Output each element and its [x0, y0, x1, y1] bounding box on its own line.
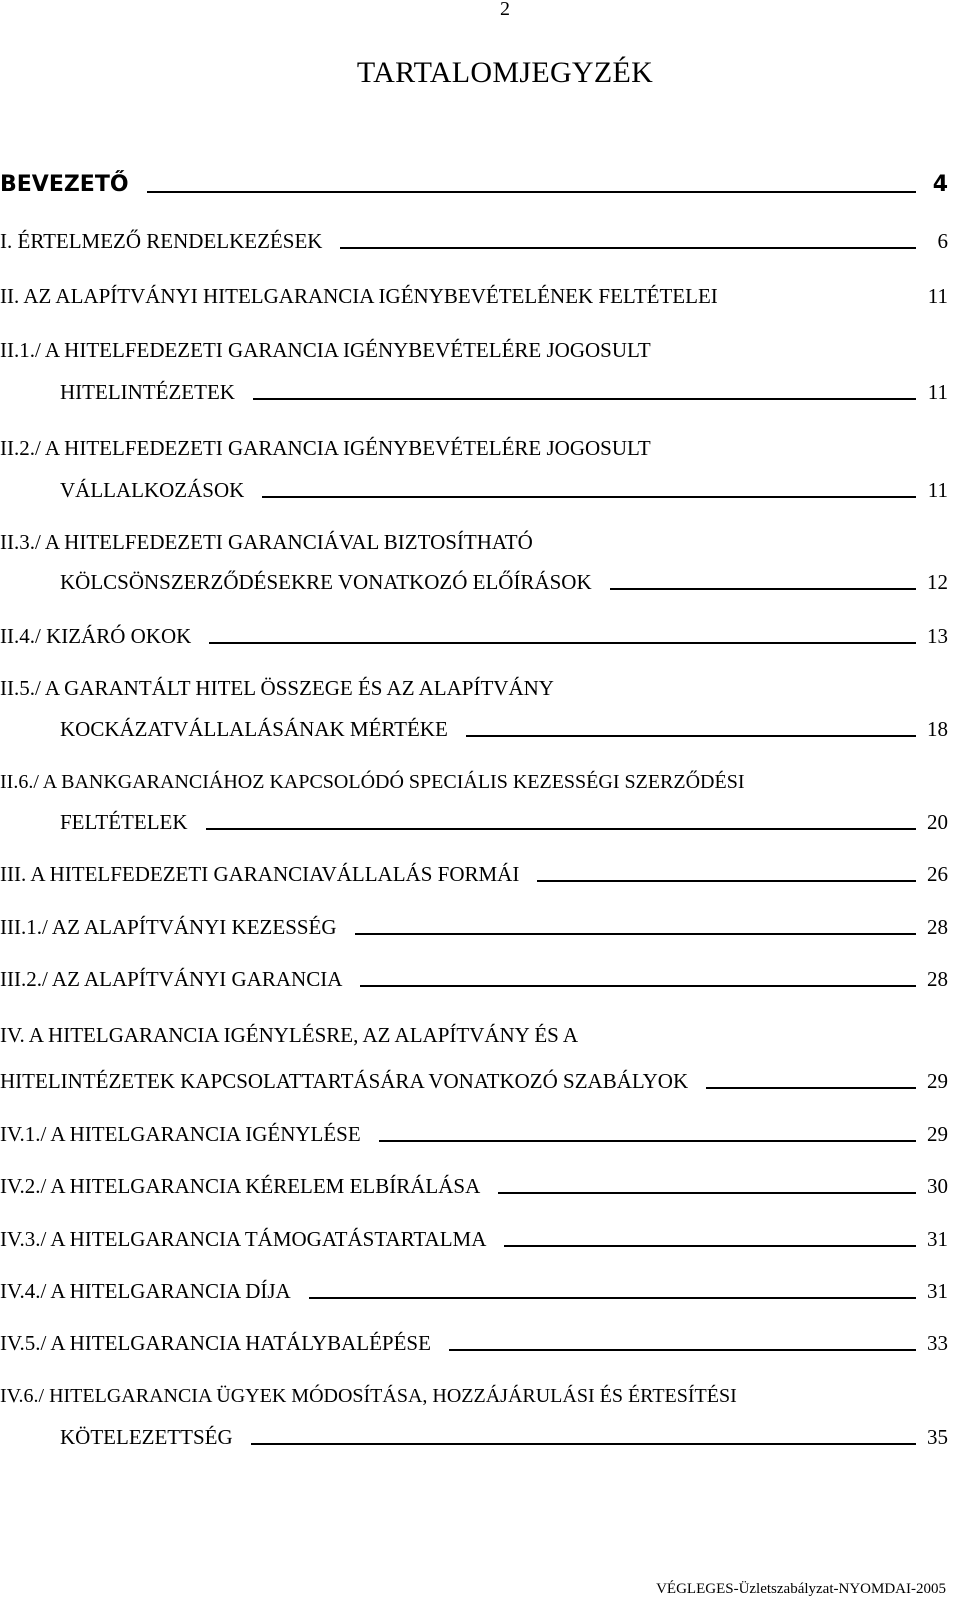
toc-entry-text: HITELINTÉZETEK	[60, 380, 235, 404]
toc-entry-chapter-3[interactable]	[0, 851, 948, 885]
toc-leader-line	[449, 1349, 916, 1351]
toc-entry-page: 11	[927, 284, 948, 308]
toc-entry-section-2-4[interactable]	[0, 613, 948, 647]
document-footer: VÉGLEGES-Üzletszabályzat-NYOMDAI-2005	[656, 1581, 946, 1597]
toc-leader-line	[504, 1245, 916, 1247]
page-number: 2	[500, 0, 510, 20]
toc-entry-page: 31	[927, 1279, 948, 1303]
toc-entry-page: 29	[927, 1069, 948, 1093]
toc-leader-line	[537, 880, 916, 882]
toc-entry-chapter-4[interactable]	[0, 1012, 948, 1046]
toc-entry-page: 20	[927, 810, 948, 834]
toc-entry-page: 35	[927, 1425, 948, 1449]
toc-entry-section-3-1[interactable]	[0, 904, 948, 938]
toc-leader-line	[209, 642, 916, 644]
toc-entry-section-2-3[interactable]	[0, 519, 948, 553]
toc-entry-section-4-6[interactable]	[0, 1372, 948, 1406]
toc-entry-text: IV. A HITELGARANCIA IGÉNYLÉSRE, AZ ALAPÍTVÁNY ÉS A	[0, 1023, 579, 1047]
toc-entry-section-4-3[interactable]	[0, 1216, 948, 1250]
toc-entry-page: 4	[932, 172, 948, 197]
toc-entry-page: 28	[927, 915, 948, 939]
toc-entry-text: FELTÉTELEK	[60, 810, 188, 834]
toc-entry-chapter-4-cont[interactable]	[0, 1058, 948, 1092]
toc-entry-page: 11	[927, 478, 948, 502]
toc-leader-line	[309, 1297, 916, 1299]
toc-entry-section-3-2[interactable]	[0, 956, 948, 990]
toc-leader-line	[498, 1192, 916, 1194]
toc-leader-line	[251, 1443, 916, 1445]
toc-title: TARTALOMJEGYZÉK	[356, 56, 654, 89]
toc-entry-section-4-4[interactable]	[0, 1268, 948, 1302]
toc-entry-text: III.1./ AZ ALAPÍTVÁNYI KEZESSÉG	[0, 915, 337, 939]
toc-entry-intro[interactable]	[0, 162, 948, 196]
toc-leader-line	[355, 933, 916, 935]
toc-entry-text: HITELINTÉZETEK KAPCSOLATTARTÁSÁRA VONATKOZÓ SZABÁLYOK	[0, 1069, 689, 1093]
toc-entry-section-2-1[interactable]	[0, 327, 948, 361]
toc-entry-text: IV.2./ A HITELGARANCIA KÉRELEM ELBÍRÁLÁSA	[0, 1174, 481, 1198]
toc-entry-page: 31	[927, 1227, 948, 1251]
toc-entry-text: KOCKÁZATVÁLLALÁSÁNAK MÉRTÉKE	[60, 717, 448, 741]
toc-entry-text: I. ÉRTELMEZŐ RENDELKEZÉSEK	[0, 229, 323, 253]
toc-entry-chapter-1[interactable]	[0, 218, 948, 252]
toc-entry-page: 33	[927, 1331, 948, 1355]
toc-leader-line	[360, 985, 916, 987]
toc-entry-section-4-5[interactable]	[0, 1320, 948, 1354]
toc-leader-line	[262, 496, 916, 498]
toc-entry-text: II.2./ A HITELFEDEZETI GARANCIA IGÉNYBEVÉTELÉRE JOGOSULT	[0, 436, 651, 460]
toc-leader-line	[340, 247, 916, 249]
toc-entry-section-4-6-cont[interactable]	[60, 1414, 948, 1448]
toc-entry-page: 30	[927, 1174, 948, 1198]
toc-entry-section-2-2-cont[interactable]	[60, 467, 948, 501]
toc-entry-text: KÖTELEZETTSÉG	[60, 1425, 233, 1449]
toc-entry-page: 11	[927, 380, 948, 404]
toc-entry-page: 18	[927, 717, 948, 741]
toc-entry-text: II.6./ A BANKGARANCIÁHOZ KAPCSOLÓDÓ SPECIÁLIS KEZESSÉGI SZERZŐDÉSI	[0, 771, 745, 793]
toc-entry-section-2-3-cont[interactable]	[60, 559, 948, 593]
toc-entry-page: 28	[927, 967, 948, 991]
toc-entry-section-2-2[interactable]	[0, 425, 948, 459]
toc-entry-text: IV.6./ HITELGARANCIA ÜGYEK MÓDOSÍTÁSA, HOZZÁJÁRULÁSI ÉS ÉRTESÍTÉSI	[0, 1385, 737, 1407]
toc-entry-text: IV.1./ A HITELGARANCIA IGÉNYLÉSE	[0, 1122, 361, 1146]
toc-entry-text: II.3./ A HITELFEDEZETI GARANCIÁVAL BIZTOSÍTHATÓ	[0, 530, 533, 554]
toc-entry-text: IV.3./ A HITELGARANCIA TÁMOGATÁSTARTALMA	[0, 1227, 487, 1251]
toc-entry-text: IV.4./ A HITELGARANCIA DÍJA	[0, 1279, 291, 1303]
toc-leader-line	[610, 588, 916, 590]
toc-entry-text: II.5./ A GARANTÁLT HITEL ÖSSZEGE ÉS AZ ALAPÍTVÁNY	[0, 676, 554, 700]
toc-entry-page: 12	[927, 570, 948, 594]
toc-leader-line	[706, 1087, 916, 1089]
toc-entry-text: II. AZ ALAPÍTVÁNYI HITELGARANCIA IGÉNYBEVÉTELÉNEK FELTÉTELEI	[0, 284, 718, 308]
toc-leader-line	[253, 398, 916, 400]
toc-entry-section-2-1-cont[interactable]	[60, 369, 948, 403]
toc-leader-line	[379, 1140, 916, 1142]
toc-entry-text: VÁLLALKOZÁSOK	[60, 478, 245, 502]
toc-entry-text: III.2./ AZ ALAPÍTVÁNYI GARANCIA	[0, 967, 343, 991]
toc-entry-page: 6	[937, 229, 948, 253]
toc-entry-text: III. A HITELFEDEZETI GARANCIAVÁLLALÁS FORMÁI	[0, 862, 520, 886]
toc-leader-line	[206, 828, 916, 830]
toc-entry-chapter-2[interactable]	[0, 273, 948, 307]
toc-entry-section-2-5[interactable]	[0, 665, 948, 699]
toc-entry-section-4-2[interactable]	[0, 1163, 948, 1197]
toc-entry-text: II.4./ KIZÁRÓ OKOK	[0, 624, 192, 648]
toc-entry-text: IV.5./ A HITELGARANCIA HATÁLYBALÉPÉSE	[0, 1331, 431, 1355]
toc-entry-section-2-5-cont[interactable]	[60, 706, 948, 740]
toc-entry-section-2-6-cont[interactable]	[60, 799, 948, 833]
toc-entry-text: BEVEZETŐ	[0, 172, 129, 197]
toc-entry-page: 13	[927, 624, 948, 648]
toc-entry-section-4-1[interactable]	[0, 1111, 948, 1145]
toc-entry-section-2-6[interactable]	[0, 758, 948, 792]
toc-entry-text: KÖLCSÖNSZERZŐDÉSEKRE VONATKOZÓ ELŐÍRÁSOK	[60, 570, 592, 594]
toc-entry-page: 29	[927, 1122, 948, 1146]
toc-leader-line	[147, 191, 916, 193]
toc-entry-text: II.1./ A HITELFEDEZETI GARANCIA IGÉNYBEVÉTELÉRE JOGOSULT	[0, 338, 651, 362]
toc-entry-page: 26	[927, 862, 948, 886]
toc-leader-line	[466, 735, 916, 737]
